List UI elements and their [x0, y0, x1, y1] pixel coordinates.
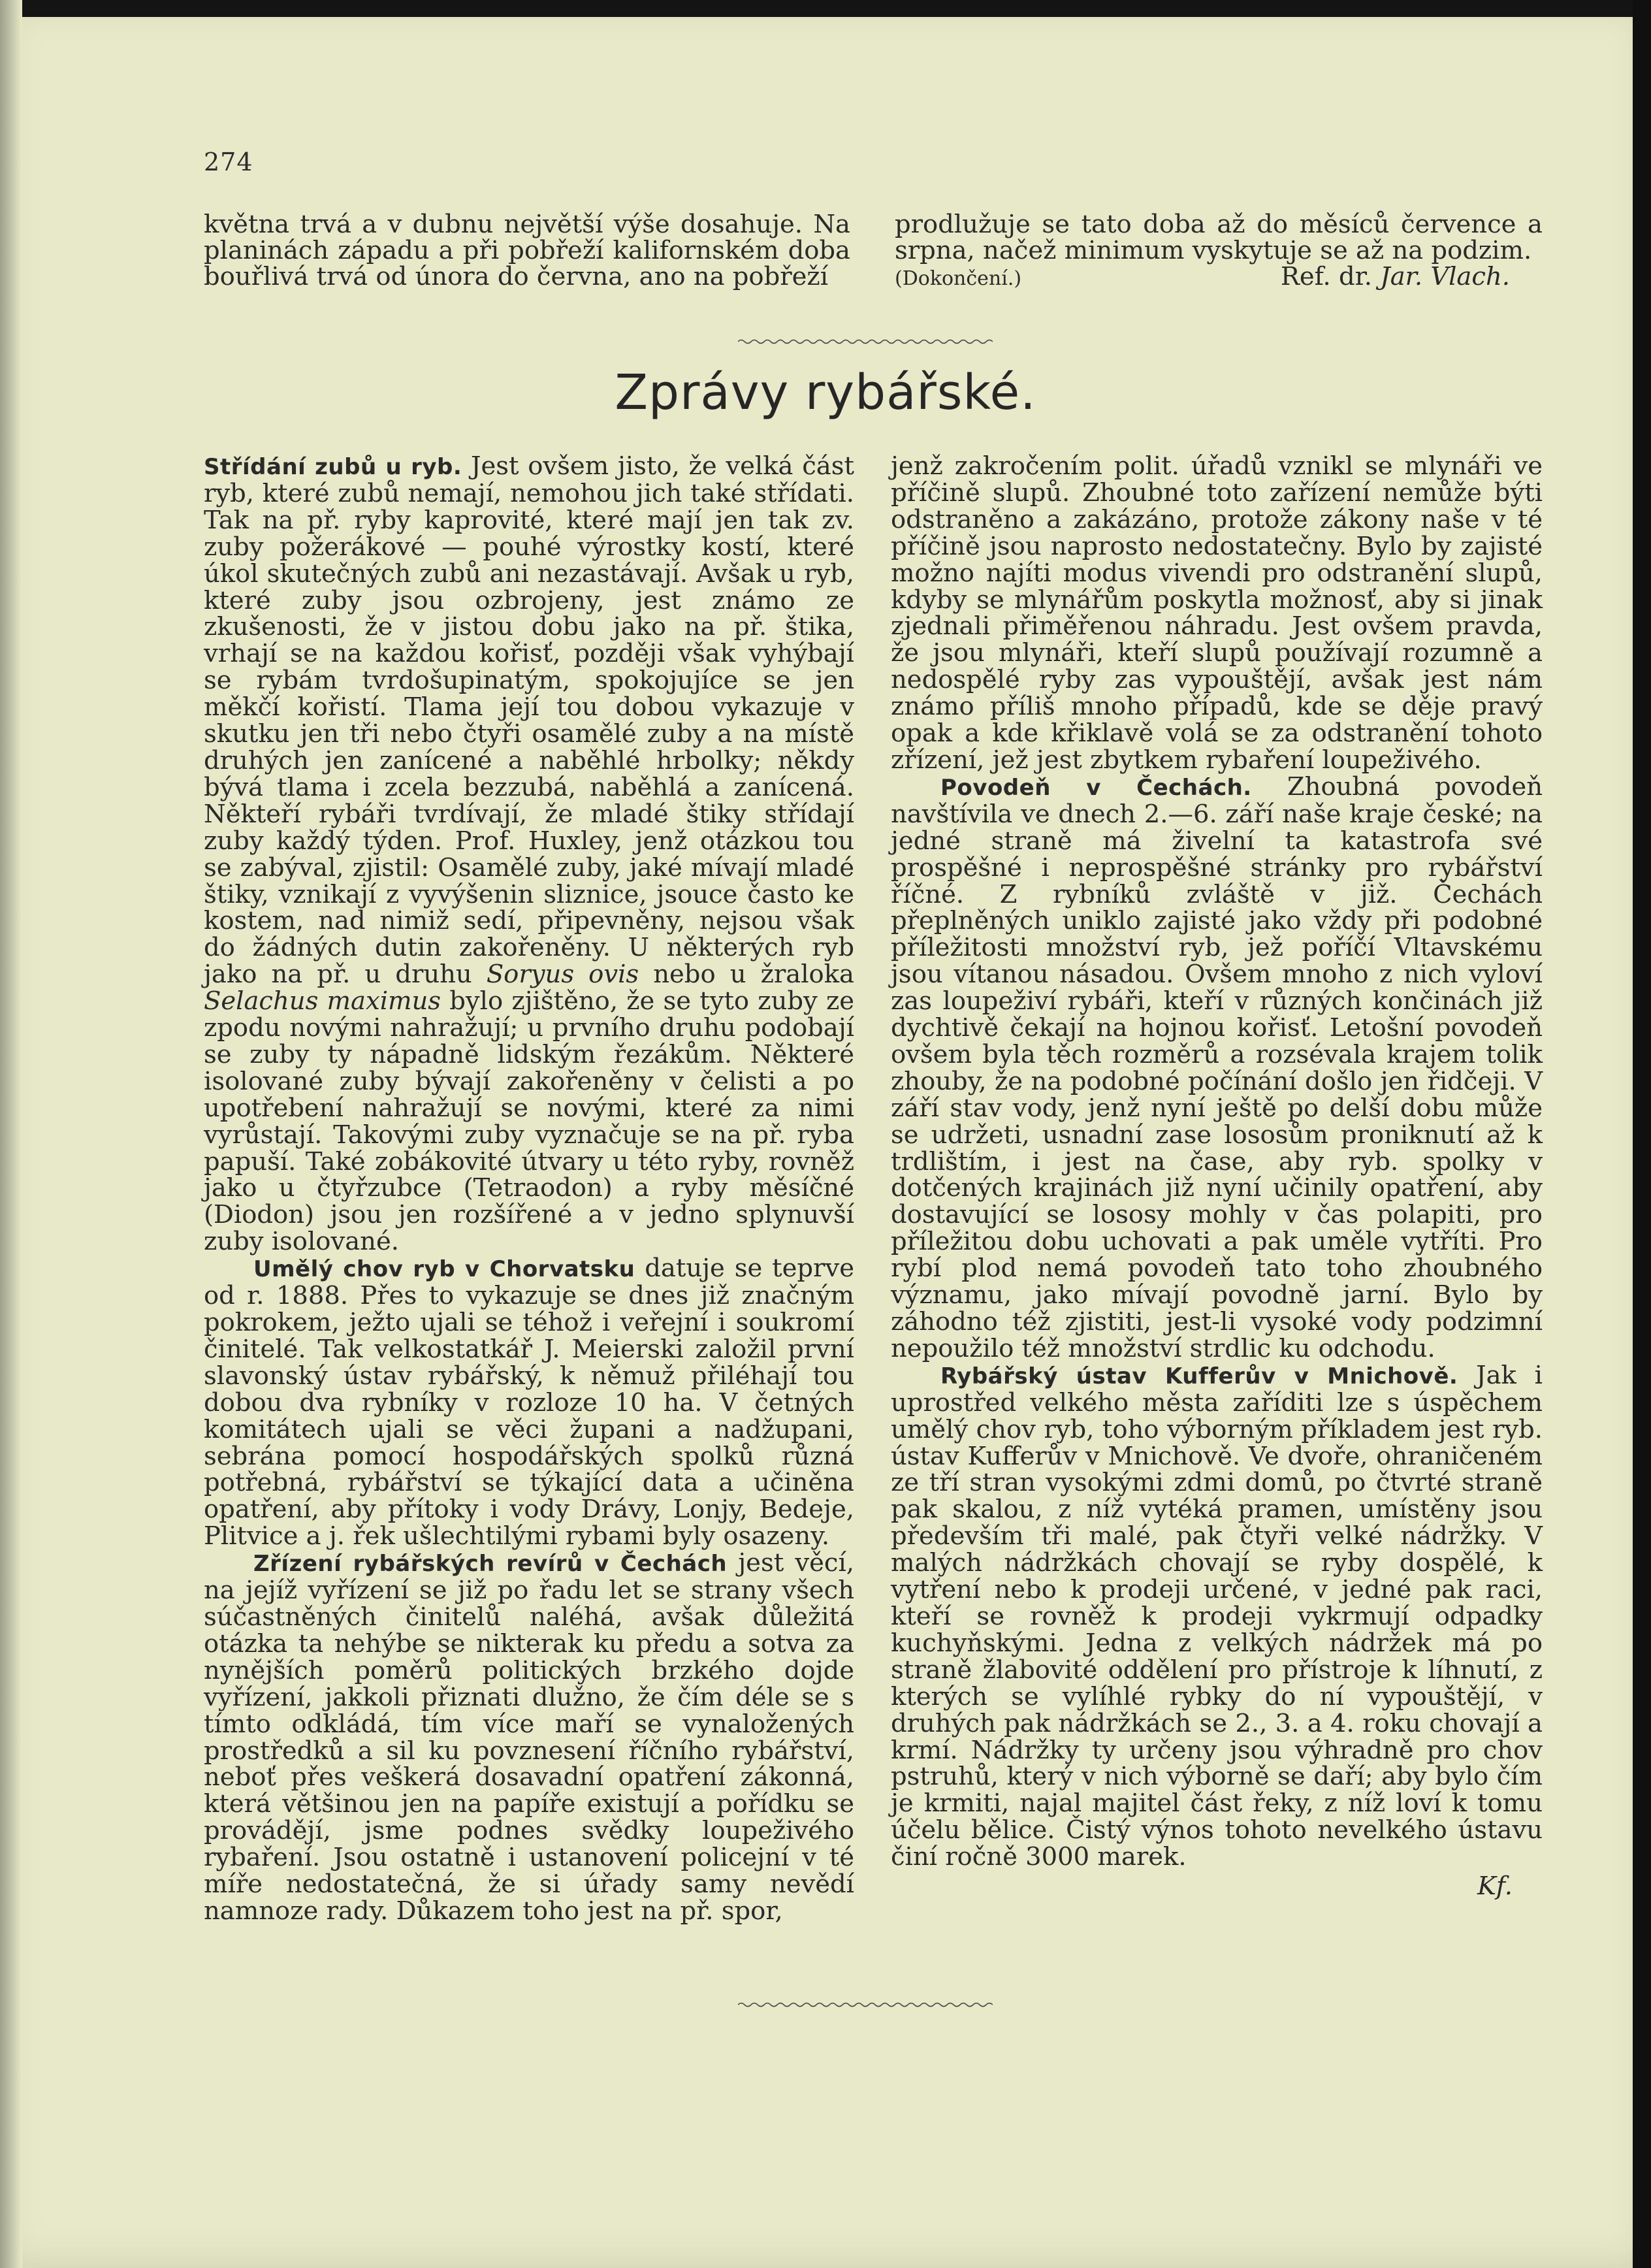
dokonceni-label: (Dokončení.) — [895, 267, 1022, 290]
reference-signature — [1281, 264, 1543, 290]
article-zuby-italic-1: Soryus ovis — [486, 960, 639, 990]
article-povoden-text: Zhoubná povodeň navštívila ve dnech 2.—6. září naše kraje české; na jedné straně má živelní ta katastrofa své prospěšné i neprospěšné stránky pro rybářství říčné. Z rybníků zvláště v již. Čechách přeplněných uniklo zajisté jako vždy při podobné příležitosti množství ryb, jež poříčí Vltavskému jsou vítanou násadou. Ovšem mnoho z nich vyloví zas loupeživí rybáři, kteří v různých končinách již dychtivě čekají na hojnou kořisť. Letošní povodeň ovšem byla těch rozměrů a rozsévala krajem tolik zhouby, že na podobné počínání došlo jen řidčeji. V září stav vody, jenž nyní ještě po delší dobu může se udržeti, usnadní zase lososům proniknutí až k trdlištím, i jest na čase, aby ryb. spolky v dotčených krajinách již nyní učinily opatření, aby dostavující se lososy mohly v čas polapiti, pro příležitou dobu uchovati a pak uměle vytříti. Pro rybí plod nemá povodeň tato toho zhoubného významu, jako mívají povodně jarní. Bylo by záhodno též zjistiti, jest-li vysoké vody podzimní nepoužilo též množství strdlic ku odchodu. — [891, 771, 1543, 1363]
top-ornament-rule — [738, 338, 993, 345]
article-kufferuv-heading: Rybářský ústav Kufferův v Mnichově. — [940, 1363, 1458, 1389]
article-zuby-text-3: bylo zjištěno, že se tyto zuby ze zpodu novými nahražují; u prvního druhu podobají se zuby ty nápadně lidským řezákům. Některé isolované zuby bývají zakořeněny v čelisti a po upotřebení nahražují se novými, které za nimi vyrůstají. Takovými zuby vyznačuje se na př. ryba papuší. Také zobákovité útvary u této ryby, rovněž jako u čtyřzubce (Tetraodon) a ryby měsíčné (Diodon) jsou jen rozšířené a v jedno splynuvší zuby isolované. — [204, 986, 855, 1257]
article-reviry — [204, 1550, 854, 1925]
reference-prefix: Ref. dr. — [1280, 262, 1373, 291]
article-kufferuv-signature: Kf. — [1477, 1871, 1513, 1902]
top-right-column — [895, 212, 1543, 292]
article-povoden — [891, 771, 1543, 1363]
article-zuby-text-2: nebo u žraloka — [639, 960, 854, 990]
reference-line — [895, 264, 1543, 292]
article-zuby — [204, 453, 854, 1256]
bottom-ornament-rule — [738, 2001, 993, 2008]
article-povoden-heading: Povodeň v Čechách. — [940, 774, 1252, 801]
top-left-text: května trvá a v dubnu největší výše dosahuje. Na planinách západu a při pobřeží kalifornském doba bouřlivá trvá od února do června, ano na pobřeží — [204, 210, 850, 291]
left-column — [204, 453, 854, 1925]
section-title: Zprávy rybářské. — [615, 364, 1036, 421]
article-chorvatsko-heading: Umělý chov ryb v Chorvatsku — [253, 1256, 635, 1283]
article-chorvatsko — [204, 1256, 854, 1550]
scan-right-border — [1633, 0, 1651, 2268]
article-zuby-text-1: Jest ovšem jisto, že velká část ryb, které zubů nemají, nemohou jich také střídati. Tak na př. ryby kaprovité, které mají jen tak zv. zuby požerákové — pouhé výrostky kostí, které úkol skutečných zubů ani nezastávají. Avšak u ryb, které zuby jsou ozbrojeny, jest známo ze zkušenosti, že v jistou dobu jako na př. štika, vrhají se na každou kořisť, později však vyhýbají se rybám tvrdošupinatým, spokojujíce se jen měkčí kořistí. Tlama její tou dobou vykazuje v skutku jen tři nebo čtyři osamělé zuby a na místě druhých jen zanícené a naběhlé hrbolky; někdy bývá tlama i zcela bezzubá, naběhlá a zanícená. Někteří rybáři tvrdívají, že mladé štiky střídají zuby každý týden. Prof. Huxley, jenž otázkou tou se zabýval, zjistil: Osamělé zuby, jaké mívají mladé štiky, vznikají z vyvýšenin sliznice, jsouce často ke kostem, nad nimiž sedí, připevněny, nejsou však do žádných dutin zakořeněny. U některých ryb jako na př. u druhu — [204, 451, 854, 990]
article-kufferuv-text: Jak i uprostřed velkého města zaříditi lze s úspěchem umělý chov ryb, toho výborným příkladem jest ryb. ústav Kufferův v Mnichově. Ve dvoře, ohraničeném ze tří stran vysokými zdmi domů, po čtvrté straně pak skalou, z níž vytéká pramen, umístěny jsou především tři malé, pak čtyři velké nádržky. V malých nádržkách chovají se ryby dospělé, k vytření nebo k prodeji určené, v jedné pak raci, kteří se rovněž k prodeji vykrmují odpadky kuchyňskými. Jedna z velkých nádržek má po straně žlabovité oddělení pro přístroje k líhnutí, z kterých se vylíhlé rybky do ní vypouštějí, v druhých pak nádržkách se 2., 3. a 4. roku chovají a krmí. Nádržky ty určeny jsou výhradně pro chov pstruhů, který v nich výborně se daří; aby bylo čím je krmiti, najal majitel část řeky, z níž loví k tomu účelu bělice. Čistý výnos tohoto nevelkého ústavu činí ročně 3000 marek. — [891, 1360, 1543, 1872]
article-zuby-italic-2: Selachus maximus — [204, 986, 441, 1016]
article-reviry-heading: Zřízení rybářských revírů v Čechách — [253, 1551, 728, 1578]
article-reviry-text: jest věcí, na jejíž vyřízení se již po řadu let se strany všech súčastněných činitelů naléhá, avšak důležitá otázka ta nehýbe se nikterak ku předu a sotva za nynějších poměrů politických brzkého dojde vyřízení, jakkoli přiznati dlužno, že čím déle se s tímto odkládá, tím více maří se vynaložených prostředků a sil ku povznesení říčního rybářství, neboť přes veškerá dosavadní opatření zákonná, která většinou jen na papíře existují a pořídku se provádějí, jsme podnes svědky loupeživého rybaření. Jsou ostatně i ustanovení policejní v té míře nedostatečná, že si úřady samy nevědí namnoze rady. Důkazem toho jest na př. spor, — [204, 1548, 854, 1926]
reference-author: Jar. Vlach. — [1380, 262, 1510, 291]
binding-shadow — [0, 0, 22, 2268]
top-left-column — [204, 212, 850, 290]
top-right-text: prodlužuje se tato doba až do měsíců července a srpna, načež minimum vyskytuje se až na podzim. — [895, 210, 1543, 265]
page-number: 274 — [204, 148, 253, 176]
scan-top-border — [0, 0, 1651, 17]
article-zuby-heading: Střídání zubů u ryb. — [204, 454, 462, 480]
article-kufferuv — [891, 1360, 1543, 1872]
right-column — [891, 453, 1543, 1900]
article-reviry-continued: jenž zakročením polit. úřadů vznikl se mlynáři ve příčině slupů. Zhoubné toto zařízení nemůže býti odstraněno a zakázáno, protože zákony naše v té příčině jsou naprosto nedostatečny. Bylo by zajisté možno najíti modus vivendi pro odstranění slupů, kdyby se mlynářům poskytla možnosť, aby si jinak zjednali přiměřenou náhradu. Jest ovšem pravda, že jsou mlynáři, kteří slupů používají rozumně a nedospělé ryby zas vypouštějí, avšak jest nám známo příliš mnoho případů, kde se děje pravý opak a kde křiklavě volá se za odstranění tohoto zřízení, jež jest zbytkem rybaření loupeživého. — [891, 451, 1543, 775]
article-chorvatsko-text: datuje se teprve od r. 1888. Přes to vykazuje se dnes již značným pokrokem, ježto ujali se téhož i veřejní i soukromí činitelé. Tak velkostatkář J. Meierski založil první slavonský ústav rybářský, k němuž přiléhají tou dobou dva rybníky v rozloze 10 ha. V četných komitátech ujali se věci županі a nadžupani, sebrána pomocí hospodářských spolků různá potřebná, rybářství se týkající data a učiněna opatření, aby přítoky i vody Drávy, Lonjy, Bedeje, Plitvice a j. řek ušlechtilými rybami byly osazeny. — [204, 1254, 854, 1551]
